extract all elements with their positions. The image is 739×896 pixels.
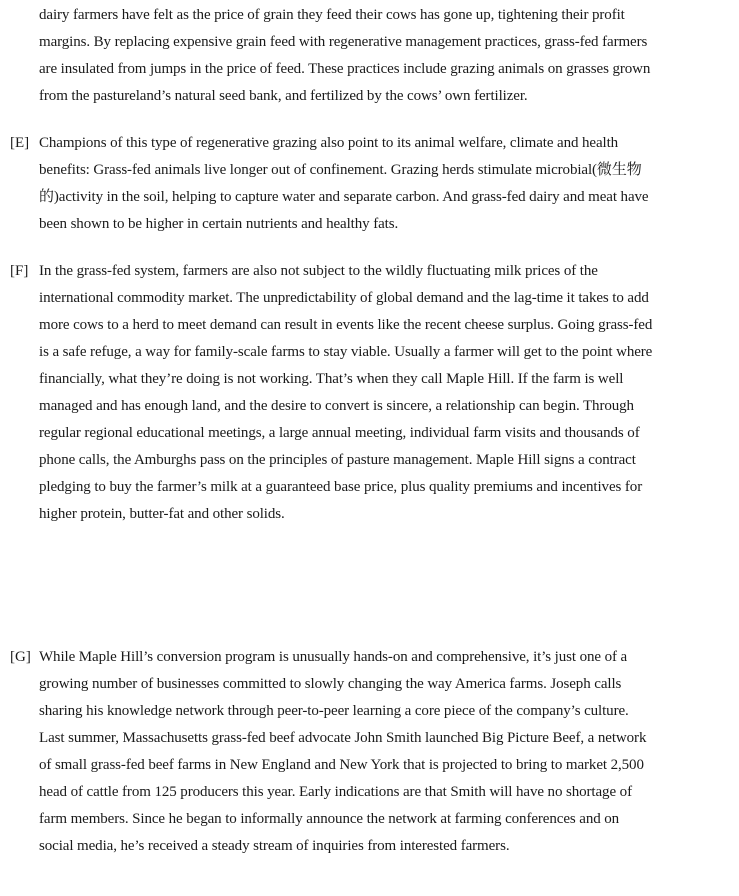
- text-line: In the grass-fed system, farmers are also not subject to the wildly fluctuating milk prices of the: [39, 263, 598, 279]
- text-line: of small grass-fed beef farms in New England and New York that is projected to bring to market 2,500: [39, 757, 644, 773]
- text-line: pledging to buy the farmer’s milk at a guaranteed base price, plus quality premiums and incentives for: [39, 479, 643, 495]
- text-line: 的)activity in the soil, helping to capture water and separate carbon. And grass-fed dairy and meat have: [39, 189, 649, 205]
- paragraph-marker: [E]: [10, 135, 30, 151]
- text-line: Champions of this type of regenerative grazing also point to its animal welfare, climate and health: [39, 135, 619, 151]
- paragraph-continued: [10, 2, 736, 110]
- text-line: While Maple Hill’s conversion program is unusually hands-on and comprehensive, it’s just one of a: [39, 649, 628, 665]
- text-line: phone calls, the Amburghs pass on the principles of pasture management. Maple Hill signs a contract: [39, 452, 636, 468]
- text-line: been shown to be higher in certain nutrients and healthy fats.: [39, 216, 399, 232]
- text-line: growing number of businesses committed to slowly changing the way America farms. Joseph calls: [39, 676, 622, 692]
- text-line: from the pastureland’s natural seed bank, and fertilized by the cows’ own fertilizer.: [39, 88, 528, 104]
- text-line: sharing his knowledge network through peer-to-peer learning a core piece of the company’s culture.: [39, 703, 629, 719]
- text-line: farm members. Since he began to informally announce the network at farming conferences and on: [39, 811, 620, 827]
- text-line: higher protein, butter-fat and other solids.: [39, 506, 285, 522]
- text-line: dairy farmers have felt as the price of grain they feed their cows has gone up, tightening their profit: [39, 7, 625, 23]
- paragraph-marker: [F]: [10, 263, 29, 279]
- text-line: are insulated from jumps in the price of feed. These practices include grazing animals on grasses grown: [39, 61, 651, 77]
- text-line: regular regional educational meetings, a large annual meeting, individual farm visits and thousands of: [39, 425, 640, 441]
- text-line: margins. By replacing expensive grain feed with regenerative management practices, grass-fed farmers: [39, 34, 648, 50]
- text-line: more cows to a herd to meet demand can result in events like the recent cheese surplus. Going grass-fed: [39, 317, 653, 333]
- text-line: managed and has enough land, and the desire to convert is sincere, a relationship can begin. Through: [39, 398, 634, 414]
- text-line: benefits: Grass-fed animals live longer out of confinement. Grazing herds stimulate microbial(微生物: [39, 162, 642, 178]
- paragraph-marker: [G]: [10, 649, 31, 665]
- text-line: Last summer, Massachusetts grass-fed beef advocate John Smith launched Big Picture Beef, a network: [39, 730, 647, 746]
- paragraph-f: [10, 258, 736, 528]
- text-line: is a safe refuge, a way for family-scale farms to stay viable. Usually a farmer will get to the point where: [39, 344, 653, 360]
- text-line: international commodity market. The unpredictability of global demand and the lag-time it takes to add: [39, 290, 649, 306]
- paragraph-g: [10, 644, 736, 860]
- paragraph-e: [10, 130, 736, 238]
- text-line: financially, what they’re doing is not working. That’s when they call Maple Hill. If the farm is well: [39, 371, 624, 387]
- text-line: head of cattle from 125 producers this year. Early indications are that Smith will have no shortage of: [39, 784, 632, 800]
- text-line: social media, he’s received a steady stream of inquiries from interested farmers.: [39, 838, 510, 854]
